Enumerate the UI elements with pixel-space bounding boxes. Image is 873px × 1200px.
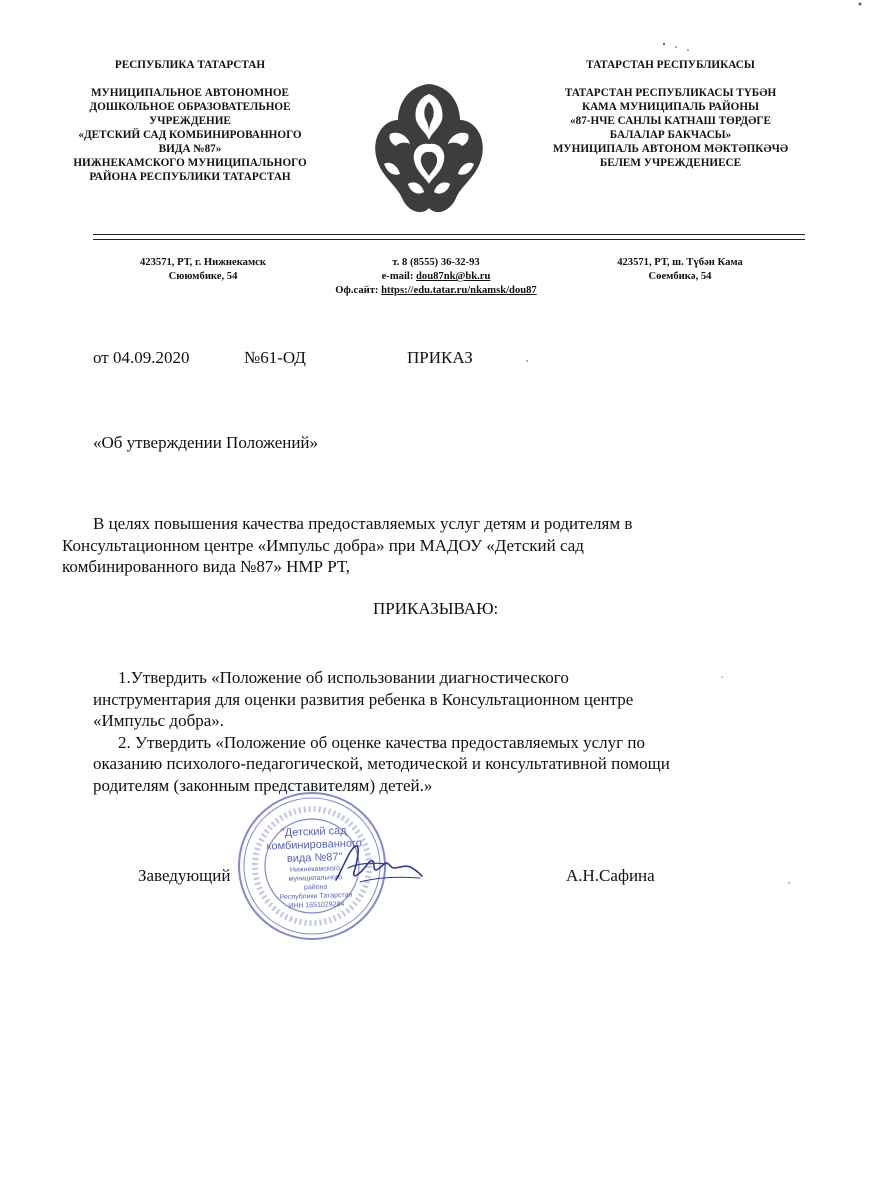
header-left-line: ВИДА №87» xyxy=(158,143,222,155)
header-right-line: «87-НЧЕ САНЛЫ КАТНАШ ТӨРДӘГЕ xyxy=(570,115,771,127)
header-left-line: МУНИЦИПАЛЬНОЕ АВТОНОМНОЕ xyxy=(91,87,289,99)
contact-phone: т. 8 (8555) 36-32-93 xyxy=(392,257,480,268)
order-item-line: «Импульс добра». xyxy=(93,711,225,730)
order-item-line: оказанию психолого-педагогической, методической и консультативной помощи xyxy=(93,754,670,773)
header-right-line: БЕЛЕМ УЧРЕЖДЕНИЕСЕ xyxy=(599,157,742,169)
stamp-line: "Детский сад xyxy=(280,824,347,840)
contact-address-line: 423571, РТ, г. Нижнекамск xyxy=(140,257,266,268)
stamp-line: комбинированного xyxy=(266,837,363,853)
header-left-line: УЧРЕЖДЕНИЕ xyxy=(149,115,231,127)
order-date: от 04.09.2020 xyxy=(93,348,190,367)
header-right-block xyxy=(528,58,813,170)
header-divider-thick xyxy=(93,234,805,235)
order-item-line: 1.Утвердить «Положение об использовании диагностического xyxy=(118,668,569,687)
order-item-line: родителям (законным представителям) детей.» xyxy=(93,775,433,795)
order-item-line: инструментария для оценки развития ребенка в Консультационном центре xyxy=(93,689,634,709)
contact-site-row xyxy=(290,284,582,298)
header-left-line: РАЙОНА РЕСПУБЛИКИ ТАТАРСТАН xyxy=(89,171,291,183)
order-subject: «Об утверждении Положений» xyxy=(93,433,319,452)
order-number: №61-ОД xyxy=(244,348,306,367)
stamp-small-line: Нижнекамского муниципального xyxy=(288,865,343,883)
contact-address-line: 423571, РТ, ш. Түбән Кама xyxy=(617,257,743,268)
header-left-block xyxy=(50,58,330,184)
tulip-emblem-icon xyxy=(368,80,490,218)
contact-site-label: Оф.сайт: xyxy=(335,285,382,296)
order-items xyxy=(93,667,793,796)
header-divider-thin xyxy=(93,239,805,240)
preamble-paragraph xyxy=(62,513,742,578)
signatory-name: А.Н.Сафина xyxy=(566,866,655,885)
stamp-line: вида №87" xyxy=(286,851,343,865)
preamble-line: В целях повышения качества предоставляемых услуг детям и родителям в xyxy=(93,514,633,533)
order-title: ПРИКАЗ xyxy=(407,348,473,367)
order-directive-heading: ПРИКАЗЫВАЮ: xyxy=(373,599,499,618)
preamble-line: Консультационном центре «Импульс добра» при МАДОУ «Детский сад xyxy=(62,535,584,555)
header-left-line: НИЖНЕКАМСКОГО МУНИЦИПАЛЬНОГО xyxy=(73,157,307,169)
contact-address-line: Сююмбике, 54 xyxy=(168,271,238,282)
header-left-country: РЕСПУБЛИКА ТАТАРСТАН xyxy=(114,59,266,71)
header-right-line: КАМА МУНИЦИПАЛЬ РАЙОНЫ xyxy=(581,101,760,113)
contact-address-tt xyxy=(588,256,772,284)
stamp-small-line: Республики Татарстан xyxy=(279,891,353,902)
contact-address-line: Сөембикә, 54 xyxy=(648,271,712,282)
stamp-small-line: ИНН 1651029284 xyxy=(288,901,345,910)
header-left-line: ДОШКОЛЬНОЕ ОБРАЗОВАТЕЛЬНОЕ xyxy=(89,101,291,113)
contact-address-ru xyxy=(108,256,298,284)
contact-email-row xyxy=(290,270,582,284)
header-right-country: ТАТАРСТАН РЕСПУБЛИКАСЫ xyxy=(586,59,755,71)
preamble-line: комбинированного вида №87» НМР РТ, xyxy=(62,557,350,576)
signatory-position: Заведующий xyxy=(138,866,231,885)
header-right-line: ТАТАРСТАН РЕСПУБЛИКАСЫ ТҮБӘН xyxy=(564,87,777,99)
header-right-line: МУНИЦИПАЛЬ АВТОНОМ МӘКТӘПКӘЧӘ xyxy=(552,143,789,155)
header-right-line: БАЛАЛАР БАКЧАСЫ» xyxy=(609,129,732,141)
handwritten-signature-icon xyxy=(330,838,425,898)
header-left-line: «ДЕТСКИЙ САД КОМБИНИРОВАННОГО xyxy=(78,129,302,141)
order-item-line: 2. Утвердить «Положение об оценке качества предоставляемых услуг по xyxy=(118,732,645,752)
contact-email-label: e-mail: xyxy=(381,271,417,282)
contact-site-link[interactable]: https://edu.tatar.ru/nkamsk/dou87 xyxy=(381,285,537,296)
contact-center xyxy=(290,256,582,298)
contact-email-link[interactable]: dou87nk@bk.ru xyxy=(416,271,491,282)
stamp-small-line: района xyxy=(303,883,328,892)
